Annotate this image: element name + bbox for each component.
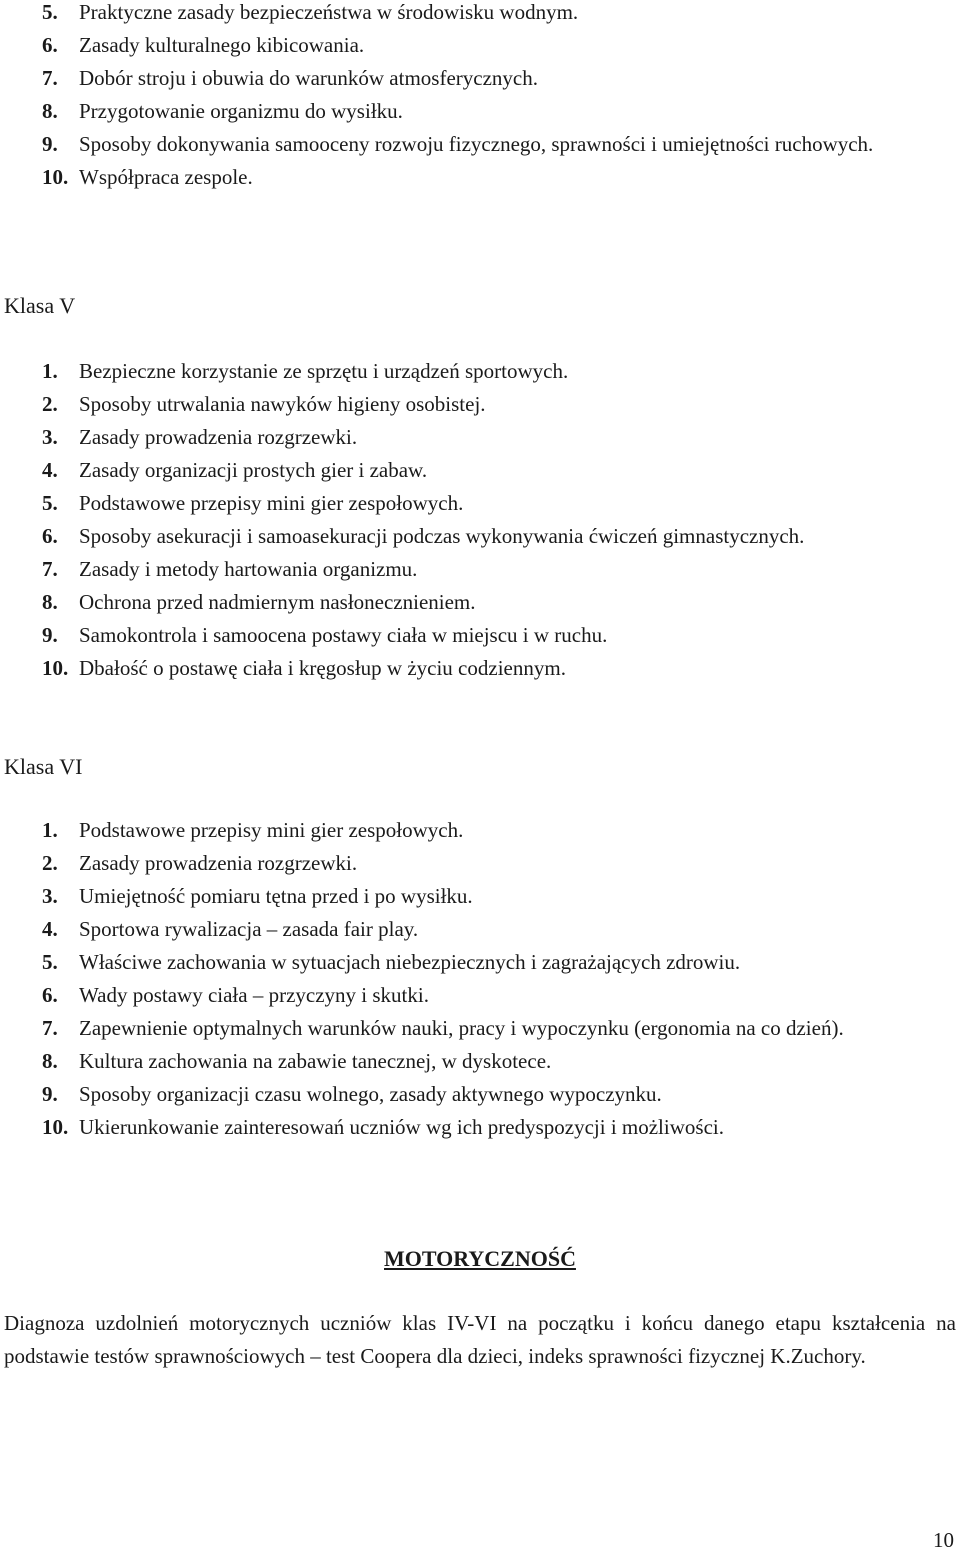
list-item — [0, 520, 960, 553]
continued-list-section — [0, 0, 960, 194]
item-number: 5. — [42, 0, 58, 24]
item-number: 10. — [42, 656, 69, 680]
item-number: 6. — [42, 33, 58, 57]
item-text: Kultura zachowania na zabawie tanecznej, w dyskotece. — [79, 1049, 552, 1073]
list-item — [0, 29, 960, 62]
continued-list — [0, 0, 960, 194]
list-item — [0, 0, 960, 29]
list-item — [0, 1012, 960, 1045]
list-item — [0, 421, 960, 454]
item-text: Dobór stroju i obuwia do warunków atmosferycznych. — [79, 66, 538, 90]
motorycznosc-paragraph: Diagnoza uzdolnień motorycznych uczniów klas IV-VI na początku i końcu danego etapu kształcenia na podstawie testów sprawnościowych – test Coopera dla dzieci, indeks sprawności fizycznej K.Zuchory. — [4, 1311, 956, 1368]
item-number: 1. — [42, 818, 58, 842]
list-item — [0, 946, 960, 979]
item-number: 4. — [42, 917, 58, 941]
list-item — [0, 880, 960, 913]
item-text: Zasady i metody hartowania organizmu. — [79, 557, 418, 581]
item-number: 6. — [42, 524, 58, 548]
item-number: 8. — [42, 590, 58, 614]
item-text: Zasady prowadzenia rozgrzewki. — [79, 425, 358, 449]
item-text: Podstawowe przepisy mini gier zespołowych. — [79, 818, 464, 842]
list-item — [0, 979, 960, 1012]
klasa-v-heading: Klasa V — [4, 293, 76, 318]
item-number: 9. — [42, 132, 58, 156]
item-number: 3. — [42, 884, 58, 908]
item-number: 10. — [42, 165, 69, 189]
list-item — [0, 161, 960, 194]
item-text: Przygotowanie organizmu do wysiłku. — [79, 99, 403, 123]
item-text: Podstawowe przepisy mini gier zespołowych. — [79, 491, 464, 515]
item-number: 2. — [42, 851, 58, 875]
klasa-v-section — [0, 355, 960, 685]
klasa-vi-section — [0, 814, 960, 1144]
item-text: Zasady kulturalnego kibicowania. — [79, 33, 365, 57]
list-item — [0, 814, 960, 847]
item-number: 3. — [42, 425, 58, 449]
item-number: 7. — [42, 66, 58, 90]
item-number: 9. — [42, 1082, 58, 1106]
list-item — [0, 62, 960, 95]
item-number: 6. — [42, 983, 58, 1007]
item-number: 5. — [42, 950, 58, 974]
list-item — [0, 487, 960, 520]
item-text: Sposoby asekuracji i samoasekuracji podczas wykonywania ćwiczeń gimnastycznych. — [79, 524, 805, 548]
list-item — [0, 1111, 960, 1144]
item-text: Bezpieczne korzystanie ze sprzętu i urządzeń sportowych. — [79, 359, 569, 383]
item-text: Samokontrola i samoocena postawy ciała w miejscu i w ruchu. — [79, 623, 608, 647]
item-text: Ochrona przed nadmiernym nasłonecznieniem. — [79, 590, 476, 614]
item-text: Umiejętność pomiaru tętna przed i po wysiłku. — [79, 884, 473, 908]
list-item — [0, 388, 960, 421]
list-item — [0, 1045, 960, 1078]
item-number: 10. — [42, 1115, 69, 1139]
item-text: Sposoby dokonywania samooceny rozwoju fizycznego, sprawności i umiejętności ruchowych. — [79, 132, 874, 156]
item-text: Zasady prowadzenia rozgrzewki. — [79, 851, 358, 875]
list-item — [0, 95, 960, 128]
list-item — [0, 913, 960, 946]
motorycznosc-heading: MOTORYCZNOŚĆ — [384, 1246, 576, 1271]
item-text: Właściwe zachowania w sytuacjach niebezpiecznych i zagrażających zdrowiu. — [79, 950, 741, 974]
list-item — [0, 1078, 960, 1111]
item-text: Praktyczne zasady bezpieczeństwa w środowisku wodnym. — [79, 0, 579, 24]
item-text: Sposoby utrwalania nawyków higieny osobistej. — [79, 392, 486, 416]
item-text: Współpraca zespole. — [79, 165, 253, 189]
item-number: 8. — [42, 99, 58, 123]
list-item — [0, 652, 960, 685]
item-text: Sportowa rywalizacja – zasada fair play. — [79, 917, 419, 941]
klasa-v-list — [0, 355, 960, 685]
list-item — [0, 553, 960, 586]
item-number: 5. — [42, 491, 58, 515]
item-number: 2. — [42, 392, 58, 416]
item-text: Sposoby organizacji czasu wolnego, zasady aktywnego wypoczynku. — [79, 1082, 662, 1106]
item-text: Zasady organizacji prostych gier i zabaw. — [79, 458, 428, 482]
item-text: Zapewnienie optymalnych warunków nauki, pracy i wypoczynku (ergonomia na co dzień). — [79, 1016, 844, 1040]
item-number: 8. — [42, 1049, 58, 1073]
item-number: 4. — [42, 458, 58, 482]
list-item — [0, 355, 960, 388]
item-text: Wady postawy ciała – przyczyny i skutki. — [79, 983, 429, 1007]
klasa-vi-list — [0, 814, 960, 1144]
page-number: 10 — [933, 1528, 954, 1552]
item-text: Dbałość o postawę ciała i kręgosłup w życiu codziennym. — [79, 656, 566, 680]
item-text: Ukierunkowanie zainteresowań uczniów wg ich predyspozycji i możliwości. — [79, 1115, 724, 1139]
list-item — [0, 619, 960, 652]
item-number: 7. — [42, 557, 58, 581]
item-number: 1. — [42, 359, 58, 383]
klasa-vi-heading: Klasa VI — [4, 754, 83, 779]
list-item — [0, 586, 960, 619]
item-number: 9. — [42, 623, 58, 647]
list-item — [0, 847, 960, 880]
item-number: 7. — [42, 1016, 58, 1040]
list-item — [0, 454, 960, 487]
list-item — [0, 128, 960, 161]
